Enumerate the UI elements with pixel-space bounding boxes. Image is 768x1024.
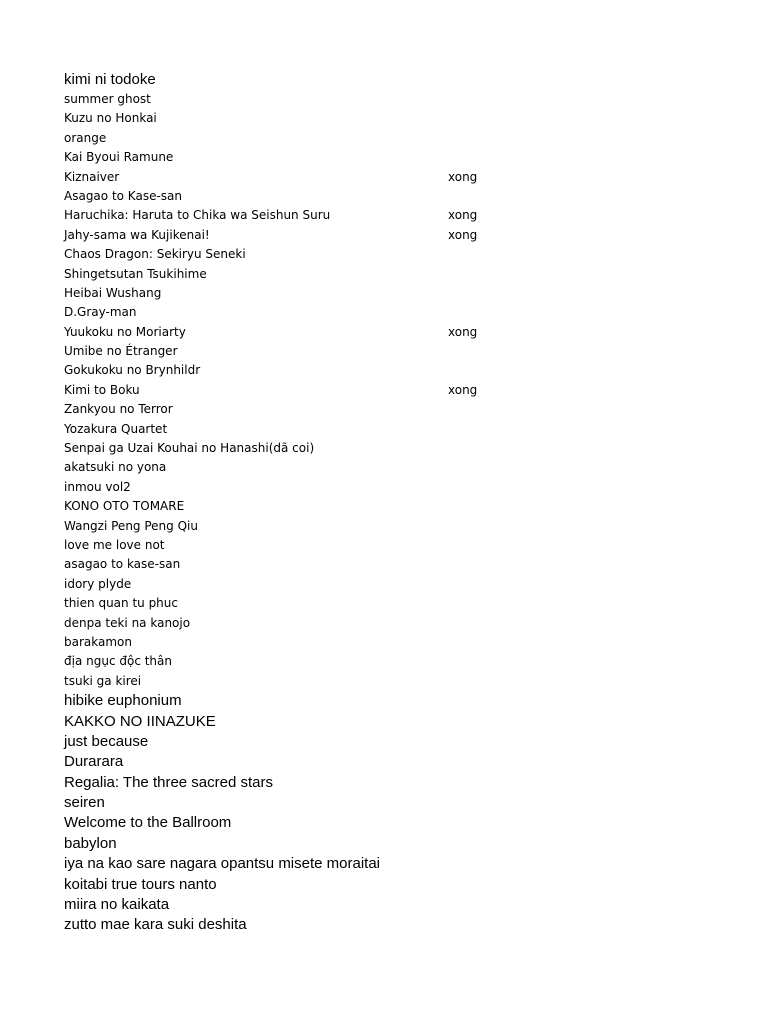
row-title: koitabi true tours nanto [64,875,217,893]
row-title: địa ngục độc thân [64,654,172,669]
list-row [64,672,704,691]
row-title: Senpai ga Uzai Kouhai no Hanashi(dã coi) [64,441,315,456]
row-title: zutto mae kara suki deshita [64,916,247,934]
list-row [64,168,704,187]
list-row [64,536,704,555]
row-title: tsuki ga kirei [64,673,142,688]
list-row [64,129,704,148]
list-row [64,284,704,303]
list-row [64,245,704,264]
row-title: love me love not [64,537,165,552]
list-row [64,187,704,206]
list-row [64,400,704,419]
row-title: Shingetsutan Tsukihime [64,266,207,281]
list-row [64,575,704,594]
list-row [64,915,704,935]
row-title: D.Gray-man [64,305,137,320]
row-title: miira no kaikata [64,896,170,914]
row-status-note: xong [448,169,478,184]
list-row [64,752,704,772]
list-row [64,652,704,671]
list-row [64,420,704,439]
row-title: Gokukoku no Brynhildr [64,363,201,378]
list-row [64,148,704,167]
list-row [64,834,704,854]
row-title: Wangzi Peng Peng Qiu [64,518,198,533]
row-title: kimi ni todoke [64,71,156,88]
list-row [64,342,704,361]
row-title: akatsuki no yona [64,460,167,475]
row-status-note: xong [448,208,478,223]
row-title: Umibe no Étranger [64,344,178,359]
row-title: summer ghost [64,92,151,106]
row-title: Zankyou no Terror [64,402,173,417]
list-row [64,633,704,652]
row-status-note: xong [448,324,478,339]
list-row [64,303,704,322]
row-title: Yozakura Quartet [64,421,168,436]
list-row [64,793,704,813]
list-row [64,478,704,497]
row-title: Asagao to Kase-san [64,188,182,203]
list-row [64,712,704,732]
row-title: just because [64,732,149,750]
list-row [64,732,704,752]
list-row [64,813,704,833]
row-title: Heibai Wushang [64,285,162,300]
row-title: Regalia: The three sacred stars [64,773,273,791]
row-title: Kimi to Boku [64,382,140,397]
list-row [64,854,704,874]
row-title: barakamon [64,634,132,649]
list-row [64,691,704,711]
row-title: asagao to kase-san [64,557,181,572]
row-title: Yuukoku no Moriarty [64,324,186,339]
list-row [64,497,704,516]
list-row [64,439,704,458]
list-row [64,206,704,225]
row-title: babylon [64,834,117,852]
row-title: Kai Byoui Ramune [64,150,174,165]
row-title: KONO OTO TOMARE [64,499,185,514]
list-row [64,69,704,90]
row-title: orange [64,130,107,145]
list-row [64,226,704,245]
row-title: iya na kao sare nagara opantsu misete moraitai [64,855,381,873]
row-title: Durarara [64,753,124,771]
list-row [64,517,704,536]
list-row [64,323,704,342]
list-row [64,773,704,793]
document-page [64,69,704,936]
row-title: Welcome to the Ballroom [64,814,232,832]
list-row [64,90,704,109]
row-status-note: xong [448,382,478,397]
row-title: Kuzu no Honkai [64,111,157,126]
row-title: Kiznaiver [64,169,120,184]
row-title: KAKKO NO IINAZUKE [64,712,216,730]
row-title: Jahy-sama wa Kujikenai! [64,227,210,242]
list-row [64,109,704,128]
row-title: thien quan tu phuc [64,596,178,611]
list-row [64,381,704,400]
list-row [64,361,704,380]
list-row [64,614,704,633]
row-title: Haruchika: Haruta to Chika wa Seishun Suru [64,208,331,223]
list-row [64,875,704,895]
list-row [64,895,704,915]
list-row [64,594,704,613]
list-row [64,458,704,477]
row-title: idory plyde [64,576,132,591]
row-status-note: xong [448,227,478,242]
row-title: denpa teki na kanojo [64,615,191,630]
row-title: hibike euphonium [64,692,182,710]
row-title: seiren [64,794,105,812]
list-row [64,265,704,284]
row-title: Chaos Dragon: Sekiryu Seneki [64,247,246,262]
row-title: inmou vol2 [64,479,131,494]
list-row [64,555,704,574]
